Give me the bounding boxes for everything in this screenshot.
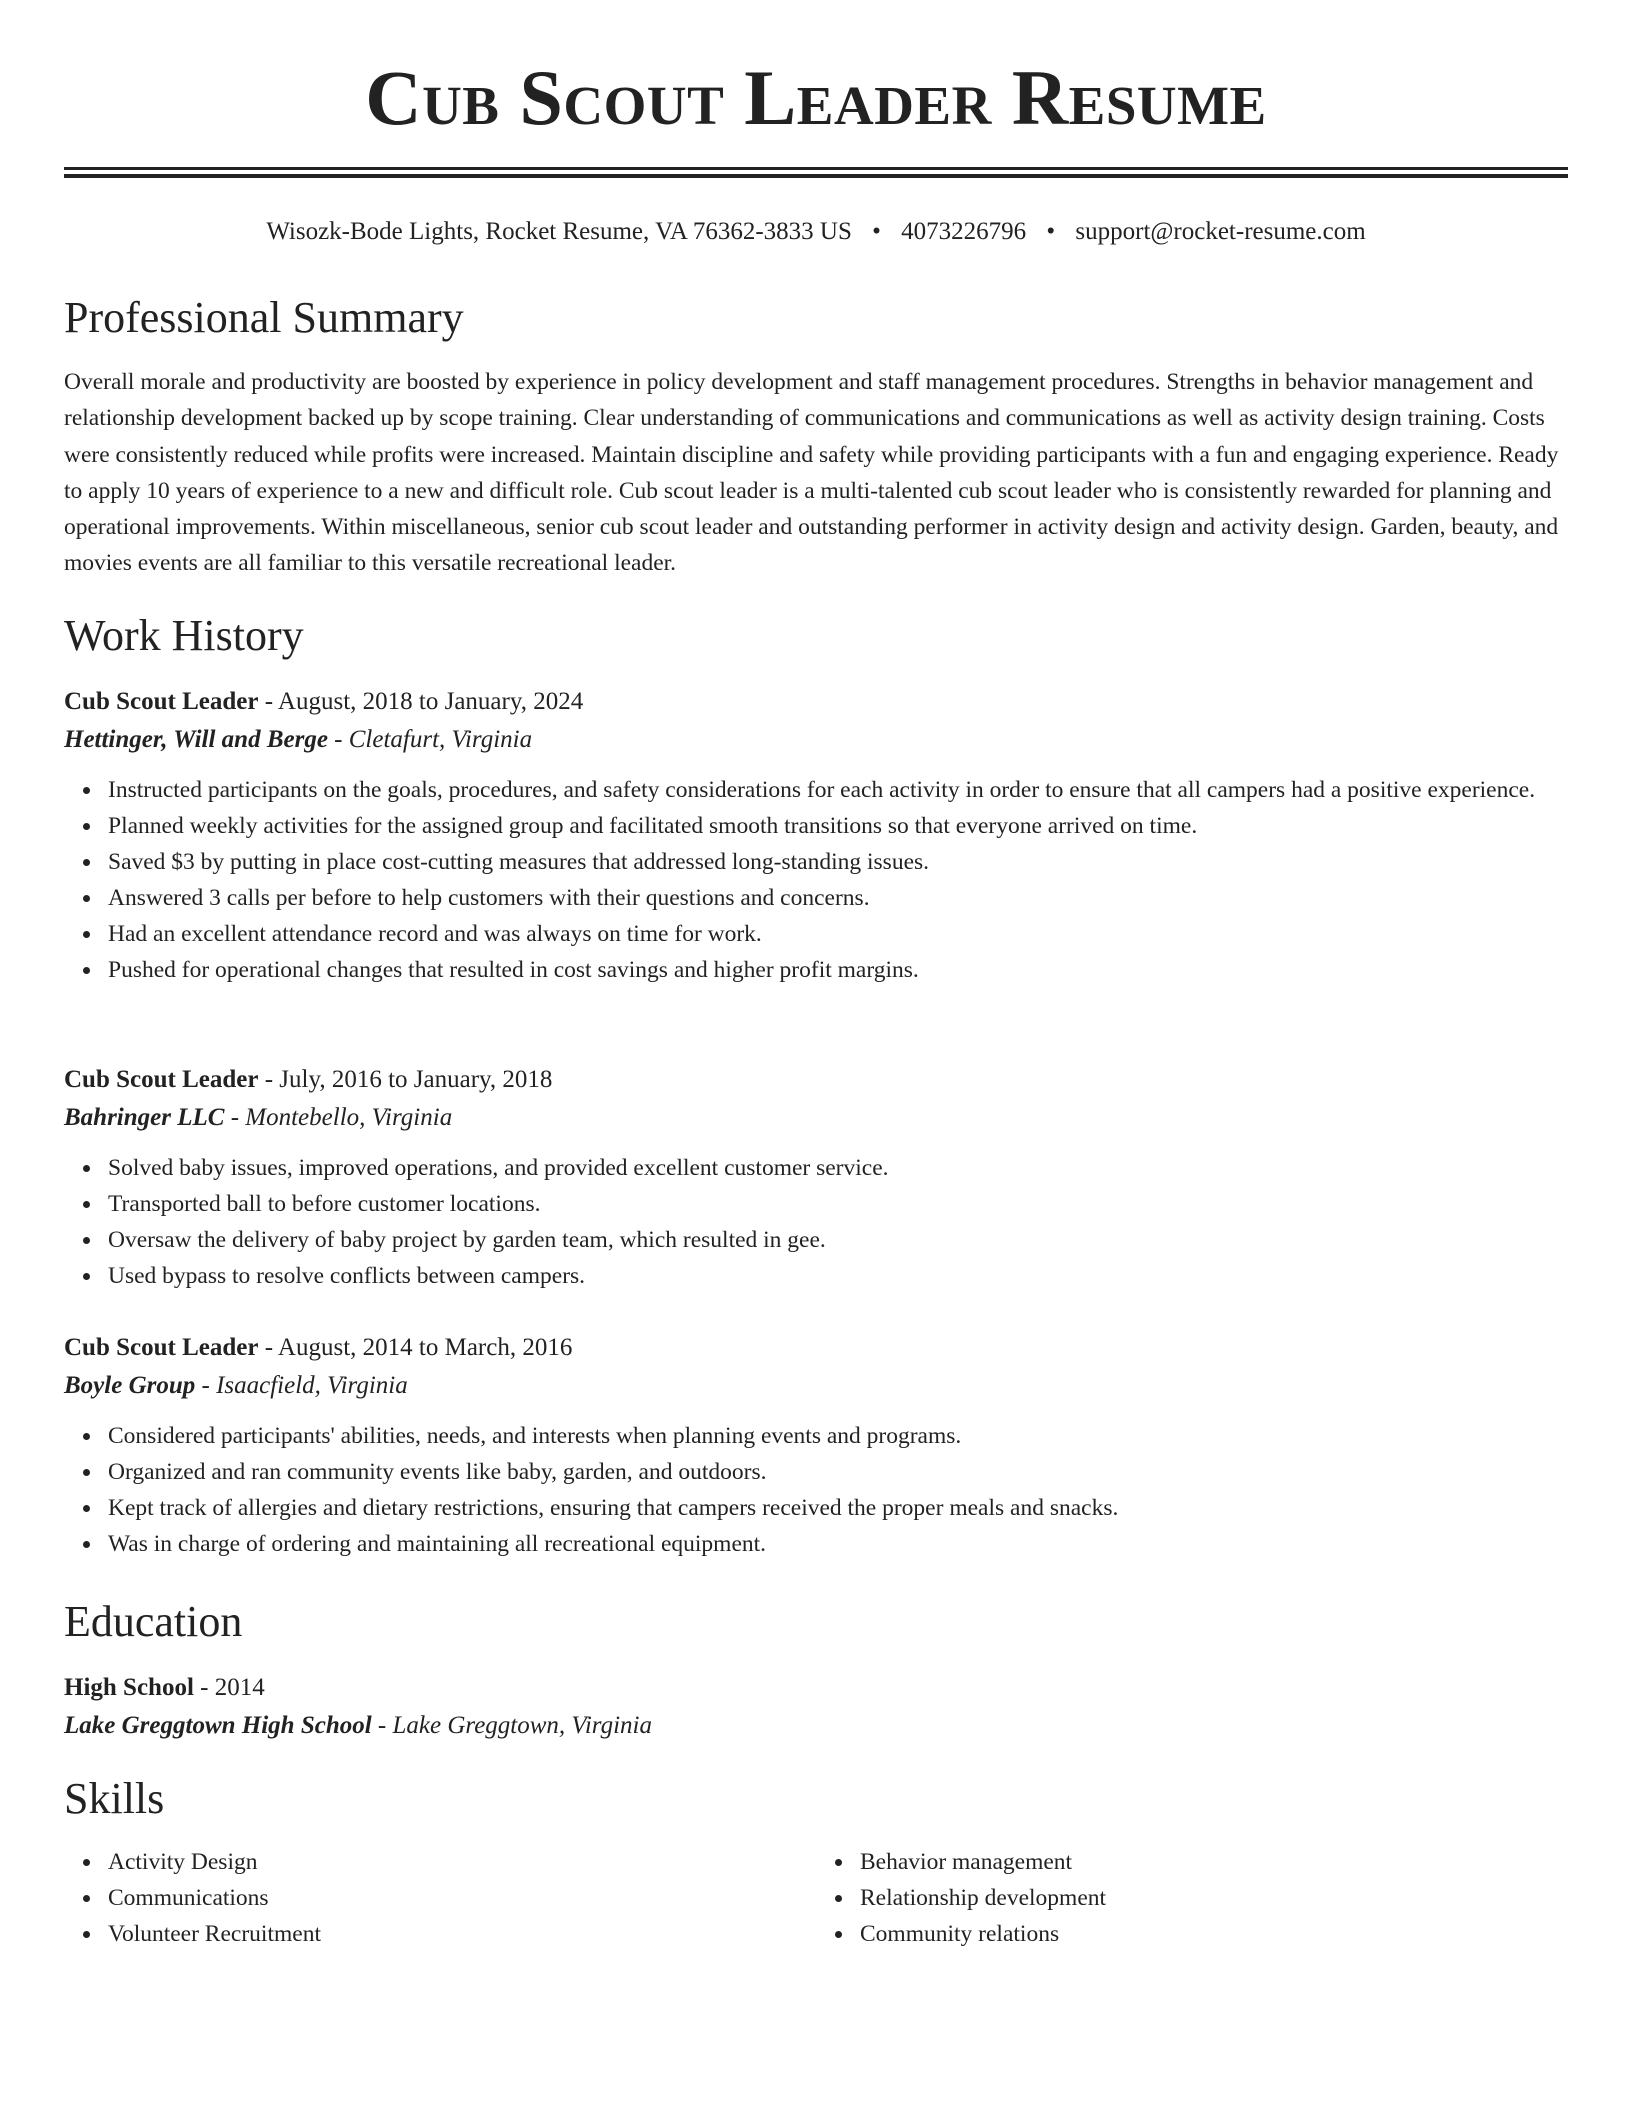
job-entry [64,1062,1568,1294]
skill-item: Communications [108,1880,816,1916]
skill-item: Community relations [860,1916,1568,1952]
summary-text: Overall morale and productivity are boosted by experience in policy development and staff management procedures. Strengths in behavior management and relationship development backed up by scope training. Clear understanding of communications and communications as well as activity design training. Costs were consistently reduced while profits were increased. Maintain discipline and safety while providing participants with a fun and engaging experience. Ready to apply 10 years of experience to a new and difficult role. Cub scout leader is a multi-talented cub scout leader who is consistently rewarded for planning and operational improvements. Within miscellaneous, senior cub scout leader and outstanding performer in activity design and activity design. Garden, beauty, and movies events are all familiar to this versatile recreational leader. [64,369,1559,577]
list-item: Was in charge of ordering and maintaining all recreational equipment. [108,1526,1568,1562]
list-item: Organized and ran community events like baby, garden, and outdoors. [108,1454,1568,1490]
job-dates: - August, 2014 to March, 2016 [258,1334,573,1361]
job-title-line [64,1330,1568,1368]
contact-separator: • [872,218,881,245]
list-item: Considered participants' abilities, needs, and interests when planning events and programs. [108,1418,1568,1454]
job-title: Cub Scout Leader [64,688,259,715]
job-company-line [64,1100,1568,1138]
list-item: Saved $3 by putting in place cost-cutting measures that addressed long-standing issues. [108,844,1568,880]
skill-item: Behavior management [860,1844,1568,1880]
job-duties-list [64,1418,1568,1562]
education-degree: High School [64,1674,194,1701]
education-school: Lake Greggtown High School [64,1712,372,1739]
list-item: Kept track of allergies and dietary restrictions, ensuring that campers received the proper meals and snacks. [108,1490,1568,1526]
list-item: Answered 3 calls per before to help customers with their questions and concerns. [108,880,1568,916]
job-duties-list [64,772,1568,988]
job-location: - Isaacfield, Virginia [195,1372,408,1399]
summary-heading: Professional Summary [64,293,464,342]
contact-email: support@rocket-resume.com [1075,218,1366,245]
job-company: Boyle Group [64,1372,196,1399]
job-company: Hettinger, Will and Berge [64,726,328,753]
job-company-line [64,1368,1568,1406]
job-title: Cub Scout Leader [64,1066,259,1093]
list-item: Oversaw the delivery of baby project by garden team, which resulted in gee. [108,1222,1568,1258]
list-item: Used bypass to resolve conflicts between campers. [108,1258,1568,1294]
job-entry [64,684,1568,988]
title-divider-bottom [64,174,1568,178]
skills-grid [64,1844,1568,1952]
job-title: Cub Scout Leader [64,1334,259,1361]
list-item: Pushed for operational changes that resulted in cost savings and higher profit margins. [108,952,1568,988]
contact-address: Wisozk-Bode Lights, Rocket Resume, VA 76362-3833 US [266,218,852,245]
job-company-line [64,722,1568,760]
list-item: Instructed participants on the goals, procedures, and safety considerations for each activity in order to ensure that all campers had a positive experience. [108,772,1568,808]
skills-heading: Skills [64,1774,165,1823]
skill-item: Volunteer Recruitment [108,1916,816,1952]
education-year: - 2014 [193,1674,265,1701]
job-duties-list [64,1150,1568,1294]
contact-phone: 4073226796 [901,218,1027,245]
resume-page [64,0,1568,1947]
job-company: Bahringer LLC [64,1104,225,1131]
job-dates: - July, 2016 to January, 2018 [258,1066,553,1093]
contact-separator: • [1046,218,1056,245]
education-location: - Lake Greggtown, Virginia [371,1712,652,1739]
job-title-line [64,1062,1568,1100]
skill-item: Relationship development [860,1880,1568,1916]
contact-line [64,216,1568,248]
job-title-line [64,684,1568,722]
work-history-heading: Work History [64,611,304,660]
list-item: Had an excellent attendance record and was always on time for work. [108,916,1568,952]
education-entry [64,1670,1568,1746]
resume-title: Cub Scout Leader Resume [365,54,1267,141]
skill-item: Activity Design [108,1844,816,1880]
list-item: Planned weekly activities for the assigned group and facilitated smooth transitions so that everyone arrived on time. [108,808,1568,844]
job-entry [64,1330,1568,1562]
education-school-line [64,1708,1568,1746]
list-item: Solved baby issues, improved operations, and provided excellent customer service. [108,1150,1568,1186]
job-location: - Cletafurt, Virginia [327,726,533,753]
skills-list-left [64,1844,816,1952]
job-location: - Montebello, Virginia [224,1104,453,1131]
list-item: Transported ball to before customer locations. [108,1186,1568,1222]
title-divider-top [64,167,1568,170]
education-degree-line [64,1670,1568,1708]
education-heading: Education [64,1597,243,1646]
job-dates: - August, 2018 to January, 2024 [258,688,584,715]
skills-list-right [816,1844,1568,1952]
